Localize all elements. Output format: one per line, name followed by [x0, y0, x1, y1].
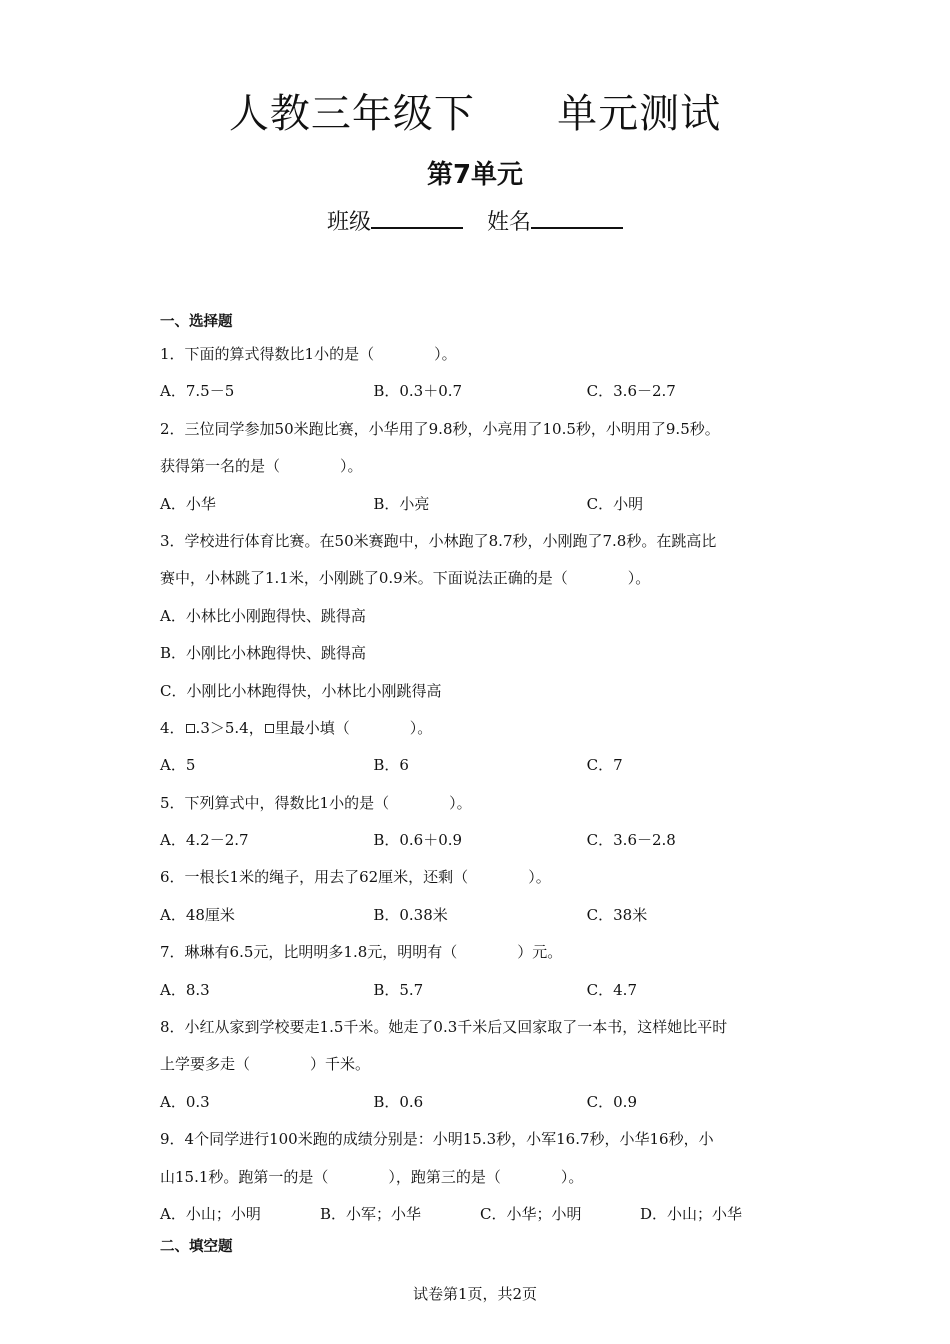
- option[interactable]: C．3.6－2.8: [586, 831, 676, 850]
- option[interactable]: B．0.6: [373, 1092, 424, 1111]
- option[interactable]: C．小明: [586, 494, 644, 513]
- question-8-cont: 上学要多走（ ）千米。: [160, 1055, 371, 1074]
- question-4: 4． .3＞5.4， 里最小填（ ）。: [160, 718, 433, 737]
- question-6: 6．一根长1米的绳子，用去了62厘米，还剩（ ）。: [160, 868, 551, 887]
- class-blank[interactable]: [371, 207, 463, 229]
- option[interactable]: A．48厘米: [160, 905, 235, 924]
- option[interactable]: A．小林比小刚跑得快、跳得高: [160, 606, 366, 625]
- option[interactable]: B．小军；小华: [320, 1204, 422, 1223]
- option[interactable]: C．38米: [586, 905, 648, 924]
- option[interactable]: A．4.2－2.7: [160, 831, 249, 850]
- option[interactable]: C．4.7: [586, 980, 637, 999]
- section-heading-choice: 一、选择题: [160, 314, 233, 330]
- name-label: 姓名: [487, 210, 532, 235]
- question-7: 7．琳琳有6.5元，比明明多1.8元，明明有（ ）元。: [160, 943, 563, 962]
- option[interactable]: A．小山；小明: [160, 1204, 261, 1223]
- option[interactable]: B．5.7: [373, 980, 424, 999]
- class-label: 班级: [326, 210, 371, 235]
- option[interactable]: A．8.3: [160, 980, 210, 999]
- option[interactable]: A．7.5－5: [160, 382, 235, 401]
- question-2-options: [160, 486, 800, 523]
- option[interactable]: B．0.3＋0.7: [373, 382, 463, 401]
- option[interactable]: B．0.38米: [373, 905, 448, 924]
- option[interactable]: C．3.6－2.7: [586, 382, 676, 401]
- question-1-options: [160, 373, 800, 410]
- question-9: 9．4个同学进行100米跑的成绩分别是：小明15.3秒，小军16.7秒，小华16秒，小: [160, 1130, 714, 1149]
- unit-heading: 第7单元: [426, 160, 524, 190]
- question-9-cont: 山15.1秒。跑第一的是（ ），跑第三的是（ ）。: [160, 1167, 584, 1186]
- question-8-options: [160, 1084, 800, 1121]
- student-info-line: [0, 205, 950, 236]
- question-9-options: [160, 1196, 800, 1233]
- question-6-options: [160, 897, 800, 934]
- question-7-options: [160, 972, 800, 1009]
- question-3-cont: 赛中，小林跳了1.1米，小刚跳了0.9米。下面说法正确的是（ ）。: [160, 569, 651, 588]
- option[interactable]: B．0.6＋0.9: [373, 831, 463, 850]
- option[interactable]: A．5: [160, 756, 196, 775]
- question-2-cont: 获得第一名的是（ ）。: [160, 457, 363, 476]
- exam-title: 人教三年级下 单元测试: [228, 91, 722, 137]
- option[interactable]: C．7: [586, 756, 623, 775]
- question-2: 2．三位同学参加50米跑比赛，小华用了9.8秒，小亮用了10.5秒，小明用了9.5秒。: [160, 419, 720, 438]
- name-blank[interactable]: [531, 207, 623, 229]
- option[interactable]: C．小华；小明: [480, 1204, 582, 1223]
- question-5-options: [160, 822, 800, 859]
- blank-box-icon: [265, 724, 274, 733]
- question-list: [160, 308, 800, 1261]
- question-1: 1．下面的算式得数比1小的是（ ）。: [160, 345, 457, 363]
- option[interactable]: D．小山；小华: [640, 1204, 743, 1223]
- option[interactable]: C．0.9: [586, 1092, 637, 1111]
- option[interactable]: C．小刚比小林跑得快，小林比小刚跳得高: [160, 681, 442, 700]
- option[interactable]: A．0.3: [160, 1092, 210, 1111]
- page-footer: 试卷第1页，共2页: [412, 1285, 538, 1303]
- option[interactable]: B．小刚比小林跑得快、跳得高: [160, 644, 367, 663]
- option[interactable]: B．小亮: [373, 494, 430, 513]
- question-3: 3．学校进行体育比赛。在50米赛跑中，小林跑了8.7秒，小刚跑了7.8秒。在跳高比: [160, 531, 717, 550]
- section-heading-fill: 二、填空题: [160, 1239, 233, 1256]
- question-4-options: [160, 747, 800, 784]
- option[interactable]: B．6: [373, 756, 409, 775]
- option[interactable]: A．小华: [160, 494, 216, 513]
- blank-box-icon: [186, 724, 195, 733]
- question-8: 8．小红从家到学校要走1.5千米。她走了0.3千米后又回家取了一本书，这样她比平时: [160, 1018, 728, 1037]
- question-5: 5．下列算式中，得数比1小的是（ ）。: [160, 793, 472, 812]
